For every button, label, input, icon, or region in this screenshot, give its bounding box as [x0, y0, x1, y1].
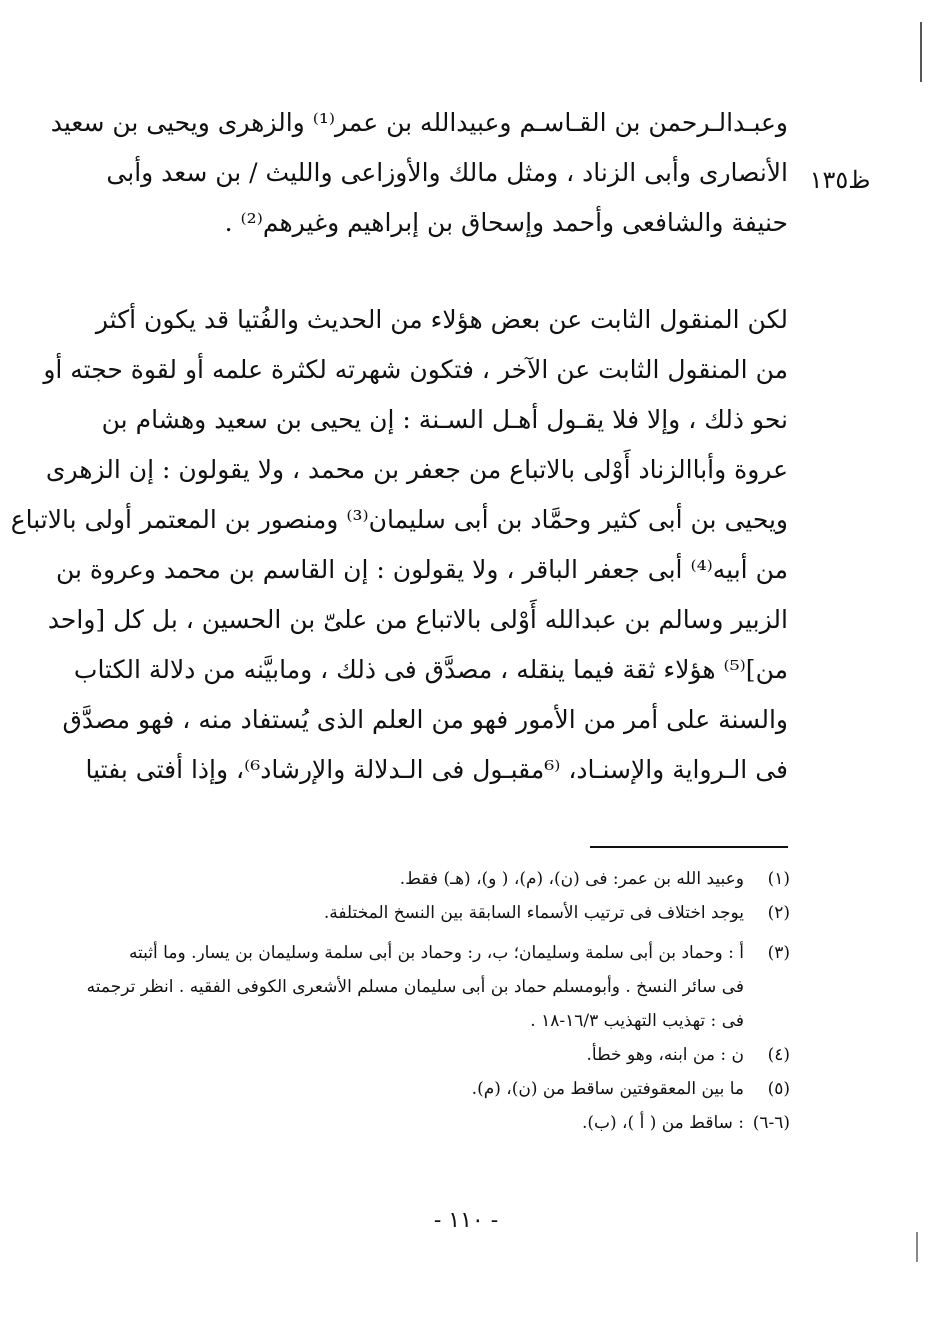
- text-line: نحو ذلك ، وإلا فلا يقـول أهـل السـنة : إن يحيى بن سعيد وهشام بن: [101, 405, 788, 434]
- footnote-text: يوجد اختلاف فى ترتيب الأسماء السابقة بين النسخ المختلفة.: [323, 903, 744, 923]
- text-line: ويحيى بن أبى كثير وحمَّاد بن أبى سليمان⁽³⁾ ومنصور بن المعتمر أولى بالاتباع: [10, 505, 788, 534]
- footnote: [78, 896, 790, 930]
- footnote-line: فى : تهذيب التهذيب ١٦/٣-١٨ .: [530, 1011, 744, 1031]
- text-line: لكن المنقول الثابت عن بعض هؤلاء من الحديث والفُتيا قد يكون أكثر: [95, 305, 788, 334]
- footnote: [78, 1038, 790, 1072]
- footnote-number: (٦-٦): [752, 1113, 790, 1133]
- text-line: والسنة على أمر من الأمور فهو من العلم الذى يُستفاد منه ، فهو مصدَّق: [62, 705, 788, 734]
- manuscript-folio-note: ظ١٣٥: [809, 166, 871, 194]
- footnote-number: (٣): [767, 943, 790, 963]
- margin-mark: [920, 22, 922, 82]
- margin-mark: [916, 1232, 918, 1262]
- text-line: من أبيه⁽⁴⁾ أبى جعفر الباقر ، ولا يقولون : إن القاسم بن محمد وعروة بن: [55, 555, 788, 584]
- footnote-separator: [590, 846, 788, 848]
- footnote-text: وعبيد الله بن عمر: فى (ن)، (م)، ( و)، (هـ) فقط.: [399, 869, 744, 889]
- footnote-number: (١): [767, 869, 790, 889]
- text-line: الزبير وسالم بن عبدالله أَوْلى بالاتباع من علىّ بن الحسين ، بل كل [واحد: [47, 605, 788, 634]
- footnote: [78, 936, 790, 1038]
- footnote: [78, 862, 790, 896]
- text-line: من]⁽⁵⁾ هؤلاء ثقة فيما ينقله ، مصدَّق فى ذلك ، ومابيَّنه من دلالة الكتاب: [73, 655, 788, 684]
- footnotes: [78, 862, 790, 1140]
- footnote-line: فى سائر النسخ . وأبومسلم حماد بن أبى سليمان مسلم الأشعرى الكوفى الفقيه . انظر ترجمته: [86, 977, 744, 997]
- page-number: - ١١٠ -: [433, 1208, 499, 1233]
- footnote-number: (٢): [767, 903, 790, 923]
- footnote: [78, 1072, 790, 1106]
- footnote-text: ن : من ابنه، وهو خطأ.: [586, 1045, 744, 1065]
- paragraph-2: [10, 295, 788, 795]
- footnote-text: ما بين المعقوفتين ساقط من (ن)، (م).: [471, 1079, 744, 1099]
- text-line: حنيفة والشافعى وأحمد وإسحاق بن إبراهيم وغيرهم⁽²⁾ .: [224, 208, 788, 237]
- text-line: وعبـدالـرحمن بن القـاسـم وعبيدالله بن عمر⁽¹⁾ والزهرى ويحيى بن سعيد: [50, 108, 788, 137]
- footnote-line: أ : وحماد بن أبى سلمة وسليمان؛ ب، ر: وحماد بن أبى سلمة وسليمان بن يسار. وما أثبته: [128, 943, 744, 963]
- footnote-number: (٥): [767, 1079, 790, 1099]
- text-line: فى الـرواية والإسنـاد، ⁽⁶مقبـول فى الـدلالة والإرشاد⁶⁾، وإذا أفتى بفتيا: [85, 755, 788, 784]
- text-line: من المنقول الثابت عن الآخر ، فتكون شهرته لكثرة علمه أو لقوة حجته أو: [43, 355, 788, 384]
- text-line: عروة وأباالزناد أَوْلى بالاتباع من جعفر بن محمد ، ولا يقولون : إن الزهرى: [45, 455, 788, 484]
- paragraph-1: [50, 98, 788, 248]
- footnote-text: [78, 936, 744, 1038]
- text-line: الأنصارى وأبى الزناد ، ومثل مالك والأوزاعى والليث / بن سعد وأبى: [106, 158, 788, 187]
- footnote: [78, 1106, 790, 1140]
- footnote-text: : ساقط من ( أ )، (ب).: [581, 1113, 744, 1133]
- footnote-number: (٤): [767, 1045, 790, 1065]
